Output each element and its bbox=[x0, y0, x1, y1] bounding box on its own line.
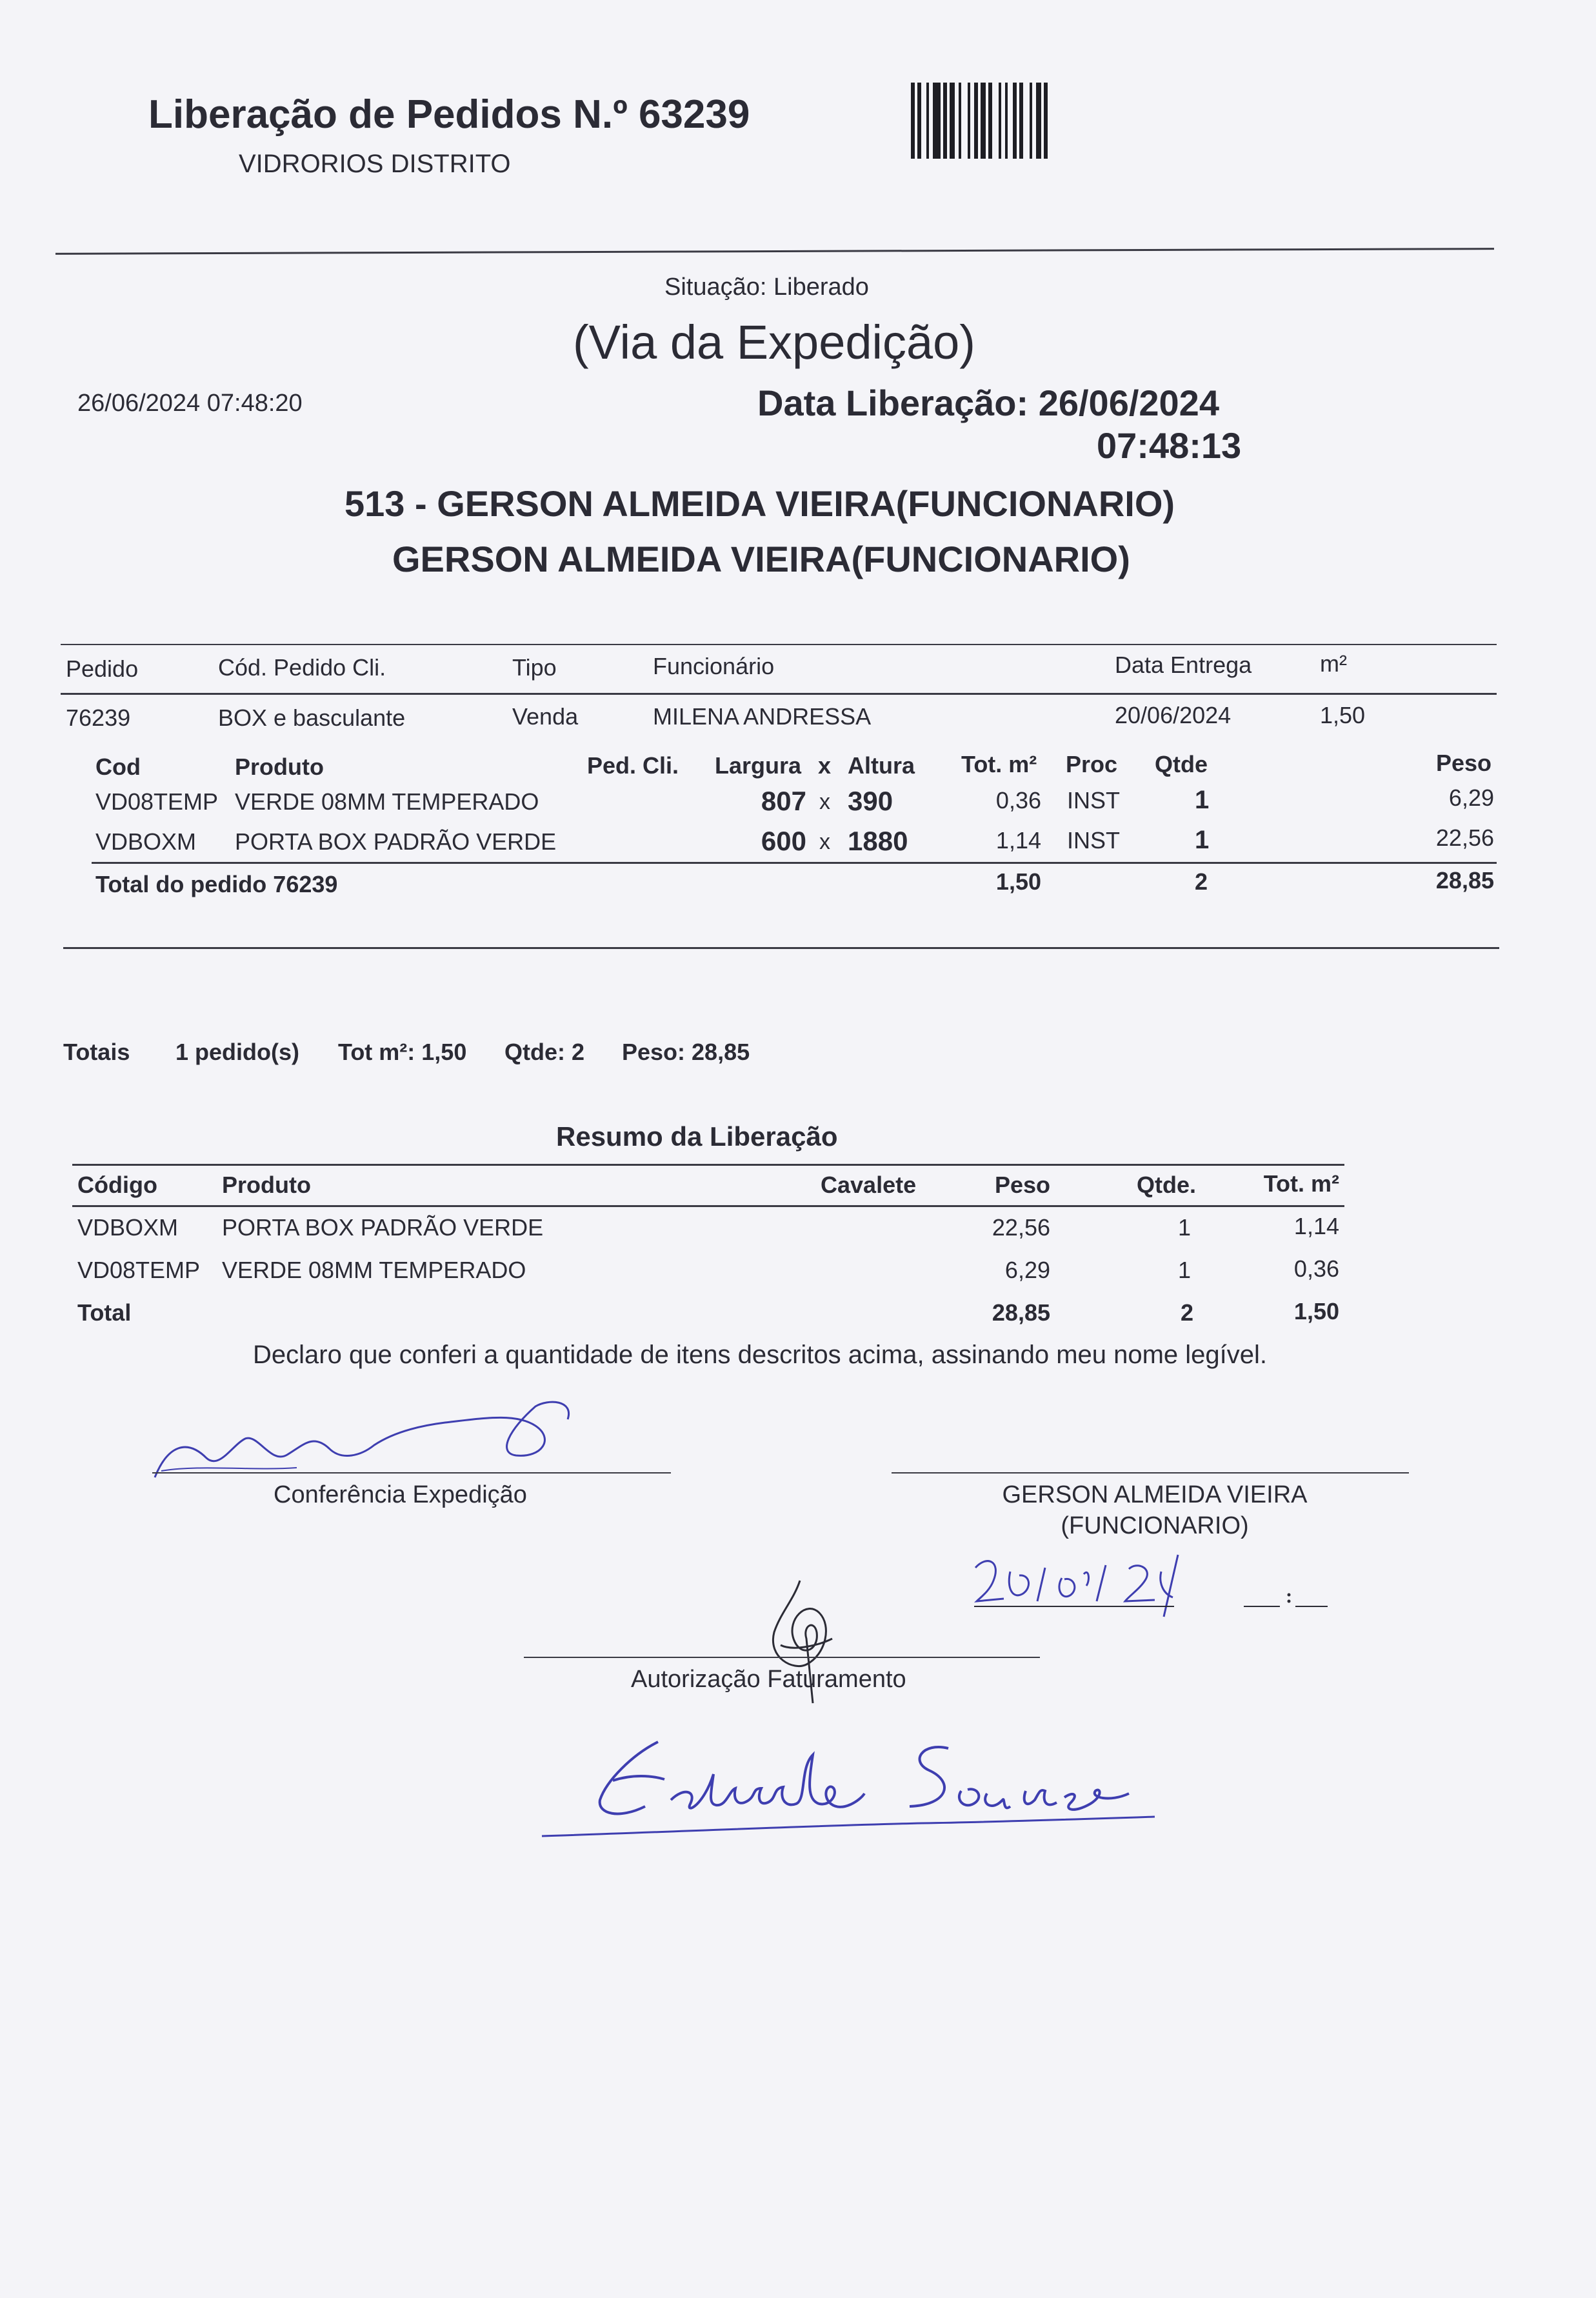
resumo-row-1-peso: 22,56 bbox=[992, 1214, 1050, 1241]
item-row-1-tot-m2: 0,36 bbox=[995, 787, 1041, 814]
barcode-bar bbox=[1036, 83, 1041, 159]
item-row-2-cod: VDBOXM bbox=[95, 828, 197, 855]
item-row-1-qtde: 1 bbox=[1195, 786, 1210, 814]
resumo-col-produto: Produto bbox=[222, 1172, 311, 1198]
conferencia-signature bbox=[148, 1394, 587, 1490]
order-pedido: 76239 bbox=[66, 704, 131, 731]
item-row-2-altura: 1880 bbox=[848, 826, 908, 856]
items-total-rule bbox=[92, 862, 1497, 864]
item-col-cod: Cod bbox=[95, 754, 141, 780]
resumo-row-2-peso: 6,29 bbox=[1004, 1257, 1050, 1283]
handwritten-date bbox=[968, 1542, 1329, 1619]
resumo-row-1-codigo: VDBOXM bbox=[77, 1214, 179, 1241]
header-divider bbox=[55, 248, 1494, 255]
item-row-1-produto: VERDE 08MM TEMPERADO bbox=[235, 788, 539, 815]
totais-peso: Peso: 28,85 bbox=[622, 1039, 750, 1065]
item-row-2-qtde: 1 bbox=[1195, 826, 1210, 854]
resumo-title: Resumo da Liberação bbox=[556, 1121, 838, 1152]
item-row-2-largura: 600 bbox=[761, 826, 806, 856]
col-m2: m² bbox=[1320, 650, 1347, 677]
barcode-bar bbox=[992, 83, 999, 159]
items-total-peso: 28,85 bbox=[1435, 867, 1494, 894]
resumo-col-peso: Peso bbox=[994, 1172, 1050, 1198]
item-row-1-largura: 807 bbox=[761, 786, 806, 816]
situacao-text: Situação: Liberado bbox=[664, 274, 869, 301]
resumo-top-rule bbox=[72, 1164, 1344, 1166]
resumo-col-cavalete: Cavalete bbox=[821, 1172, 917, 1198]
barcode-bar bbox=[981, 83, 986, 159]
resumo-header-rule bbox=[72, 1205, 1344, 1207]
item-row-1-peso: 6,29 bbox=[1448, 784, 1494, 811]
resumo-row-2-produto: VERDE 08MM TEMPERADO bbox=[222, 1257, 526, 1283]
items-bottom-rule bbox=[63, 947, 1499, 949]
item-col-ped-cli: Ped. Cli. bbox=[587, 752, 679, 779]
conferencia-signature-line bbox=[152, 1472, 671, 1474]
resumo-row-1-produto: PORTA BOX PADRÃO VERDE bbox=[222, 1214, 544, 1241]
totais-qtde: Qtde: 2 bbox=[504, 1039, 585, 1065]
order-table-top-rule bbox=[61, 644, 1497, 645]
autorizacao-label: Autorização Faturamento bbox=[631, 1666, 906, 1693]
order-tipo: Venda bbox=[512, 703, 579, 730]
resumo-total-tot-m2: 1,50 bbox=[1293, 1298, 1339, 1324]
item-col-x: x bbox=[818, 752, 832, 779]
items-total-label: Total do pedido 76239 bbox=[95, 871, 338, 897]
col-pedido: Pedido bbox=[66, 655, 139, 682]
barcode-bar bbox=[1023, 83, 1030, 159]
client-line-2: GERSON ALMEIDA VIEIRA(FUNCIONARIO) bbox=[392, 539, 1130, 579]
document-title: Liberação de Pedidos N.º 63239 bbox=[148, 92, 750, 137]
barcode-bar bbox=[1048, 83, 1050, 159]
print-datetime: 26/06/2024 07:48:20 bbox=[77, 390, 303, 417]
items-total-qtde: 2 bbox=[1195, 868, 1208, 895]
item-col-qtde: Qtde bbox=[1155, 751, 1208, 777]
via-title: (Via da Expedição) bbox=[573, 315, 975, 369]
data-liberacao-time: 07:48:13 bbox=[1097, 425, 1242, 466]
item-row-1-cod: VD08TEMP bbox=[95, 788, 219, 815]
eduardo-soares-signature bbox=[535, 1729, 1168, 1852]
item-row-2-tot-m2: 1,14 bbox=[995, 827, 1041, 854]
item-col-peso: Peso bbox=[1436, 750, 1492, 776]
barcode-bar bbox=[1008, 83, 1013, 159]
client-line-1: 513 - GERSON ALMEIDA VIEIRA(FUNCIONARIO) bbox=[344, 483, 1175, 524]
totais-pedidos: 1 pedido(s) bbox=[175, 1039, 300, 1065]
resumo-col-tot-m2: Tot. m² bbox=[1263, 1170, 1339, 1197]
company-name: VIDRORIOS DISTRITO bbox=[239, 150, 511, 178]
barcode bbox=[911, 83, 1162, 159]
resumo-row-2-qtde: 1 bbox=[1177, 1257, 1191, 1283]
resumo-row-2-codigo: VD08TEMP bbox=[77, 1257, 201, 1283]
item-row-2-peso: 22,56 bbox=[1435, 824, 1494, 851]
declaration-text: Declaro que conferi a quantidade de itens descritos acima, assinando meu nome legível. bbox=[253, 1341, 1268, 1369]
client-name-line-1: GERSON ALMEIDA VIEIRA bbox=[1002, 1481, 1308, 1508]
autorizacao-signature bbox=[755, 1574, 858, 1716]
totais-tot-m2: Tot m²: 1,50 bbox=[338, 1039, 467, 1065]
items-total-tot-m2: 1,50 bbox=[995, 868, 1041, 895]
barcode-bar bbox=[933, 83, 941, 159]
order-data-entrega: 20/06/2024 bbox=[1115, 702, 1232, 728]
item-col-altura: Altura bbox=[848, 752, 915, 779]
col-funcionario: Funcionário bbox=[653, 653, 775, 679]
barcode-bar bbox=[921, 83, 926, 159]
resumo-total-qtde: 2 bbox=[1180, 1299, 1193, 1326]
item-col-produto: Produto bbox=[235, 754, 324, 780]
item-row-2-proc: INST bbox=[1067, 827, 1121, 854]
item-row-1-x: x bbox=[819, 790, 830, 814]
col-tipo: Tipo bbox=[512, 654, 557, 681]
col-cod-pedido-cli: Cód. Pedido Cli. bbox=[218, 654, 386, 681]
resumo-row-1-qtde: 1 bbox=[1177, 1214, 1191, 1241]
barcode-bar bbox=[961, 83, 968, 159]
resumo-row-2-tot-m2: 0,36 bbox=[1293, 1255, 1339, 1282]
resumo-col-codigo: Código bbox=[77, 1172, 157, 1198]
resumo-col-qtde: Qtde. bbox=[1136, 1172, 1196, 1198]
client-signature-line bbox=[892, 1472, 1409, 1474]
order-cod-pedido-cli: BOX e basculante bbox=[218, 704, 406, 731]
resumo-total-label: Total bbox=[77, 1299, 132, 1326]
order-funcionario: MILENA ANDRESSA bbox=[653, 703, 872, 730]
item-row-2-x: x bbox=[819, 830, 830, 854]
order-table-header-rule bbox=[61, 693, 1497, 695]
item-row-1-proc: INST bbox=[1067, 787, 1121, 814]
barcode-bar bbox=[950, 83, 955, 159]
client-name-line-2: (FUNCIONARIO) bbox=[1061, 1512, 1249, 1539]
data-liberacao: Data Liberação: 26/06/2024 bbox=[757, 383, 1219, 423]
resumo-total-peso: 28,85 bbox=[992, 1299, 1050, 1326]
totais-label: Totais bbox=[63, 1039, 130, 1065]
item-col-largura: Largura bbox=[715, 752, 802, 779]
item-row-2-produto: PORTA BOX PADRÃO VERDE bbox=[235, 828, 557, 855]
autorizacao-signature-line bbox=[524, 1657, 1040, 1658]
conferencia-label: Conferência Expedição bbox=[274, 1481, 527, 1508]
resumo-row-1-tot-m2: 1,14 bbox=[1293, 1213, 1339, 1239]
col-data-entrega: Data Entrega bbox=[1115, 652, 1252, 678]
item-row-1-altura: 390 bbox=[848, 786, 893, 816]
order-m2: 1,50 bbox=[1320, 702, 1366, 728]
item-col-proc: Proc bbox=[1066, 751, 1118, 777]
item-col-tot-m2: Tot. m² bbox=[961, 751, 1037, 777]
